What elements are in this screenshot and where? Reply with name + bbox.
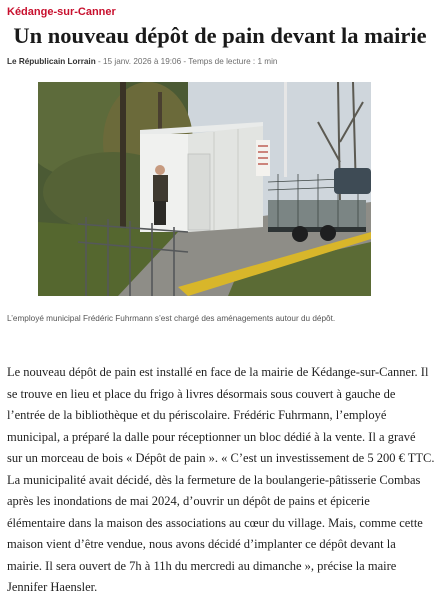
article-photo[interactable]	[38, 82, 371, 296]
tree-trunk	[120, 82, 126, 232]
lamp-post	[284, 82, 287, 177]
article-title: Un nouveau dépôt de pain devant la mairie	[13, 23, 427, 48]
body-line: élémentaire dans la maison des associations au cœur du village. Mais, comme cette	[7, 515, 423, 530]
body-line: Jennifer Haensler.	[7, 580, 98, 594]
reading-time: Temps de lecture : 1 min	[188, 57, 278, 66]
worker-body	[153, 175, 168, 202]
article-body	[7, 362, 435, 599]
worker-legs	[154, 201, 166, 225]
trailer-wheel	[292, 226, 308, 242]
body-line: après les inondations de mai 2024, d’ouvrir un dépôt de pains et épicerie	[7, 494, 370, 508]
meta-separator: -	[181, 57, 189, 66]
body-line: Le nouveau dépôt de pain est installé en face de la mairie de Kédange-sur-Canner. Il	[7, 365, 429, 379]
meta-separator: -	[95, 57, 103, 66]
body-line: La municipalité avait décidé, dès la fermeture de la boulangerie-pâtisserie Combas	[7, 472, 421, 487]
photo-illustration	[38, 82, 371, 296]
publish-date: 15 janv. 2026 à 19:06	[103, 57, 182, 66]
trailer-wheel	[320, 225, 336, 241]
photo-caption: L’employé municipal Frédéric Fuhrmann s’est chargé des aménagements autour du dépôt.	[7, 314, 336, 323]
source-name[interactable]: Le Républicain Lorrain	[7, 57, 96, 66]
container-door	[188, 154, 210, 230]
body-line: sur un morceau de bois « Dépôt de pain ». « C’est un investissement de 5 200 € TTC.	[7, 451, 435, 465]
body-line: mairie. Il sera ouvert de 7h à 11h du mercredi au dimanche », précise la maire	[7, 558, 397, 573]
article-meta	[7, 57, 278, 66]
trailer-bed	[268, 200, 366, 230]
trailer-frame	[268, 227, 366, 232]
worker-head	[155, 165, 165, 175]
body-line: municipal, a préparé la dalle pour réceptionner un bloc dédié à la vente. Il a gravé	[7, 429, 416, 444]
kicker-category[interactable]: Kédange-sur-Canner	[7, 6, 116, 18]
body-line: se trouve en lieu et place du frigo à livres désormais sous couvert à gauche de	[7, 386, 396, 401]
body-line: l’entrée de la bibliothèque et du périscolaire. Frédéric Fuhrmann, l’employé	[7, 408, 387, 422]
parked-car	[334, 168, 371, 194]
body-line: maison vient d’être vendue, nous avons décidé d’implanter ce dépôt devant la	[7, 537, 396, 551]
